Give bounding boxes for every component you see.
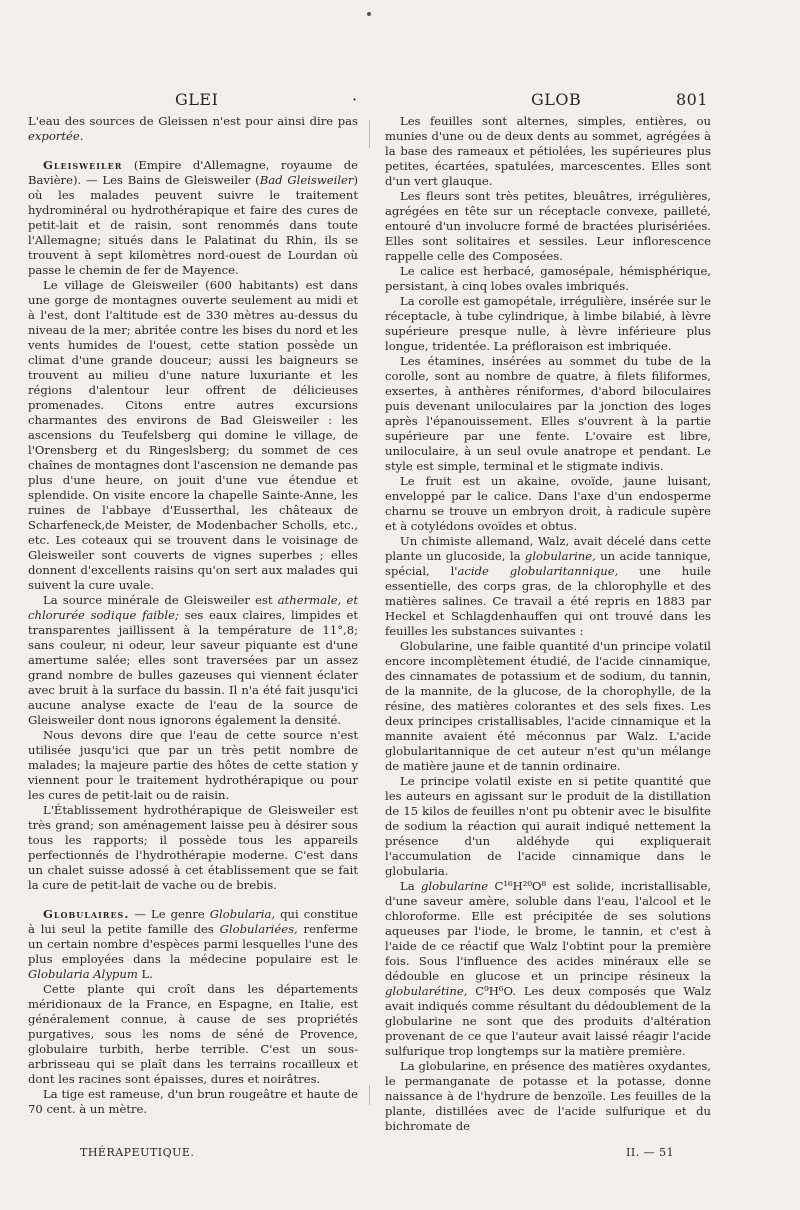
paragraph-text: qui constitue à lui seul la petite famille des — [28, 907, 358, 936]
paragraph-text: un acide tannique, spécial, l' — [385, 549, 711, 578]
paragraph: La tige est rameuse, d'un brun rougeâtre et haute de 70 cent. à un mètre. — [28, 1087, 358, 1116]
paragraph: La corolle est gamopétale, irrégulière, insérée sur le réceptacle, à tube cylindrique, à limbe bilabié, à lèvre supérieure presque nulle, à lèvre inférieure plus longue, tridentée. La préfloraison est imbriquée. — [385, 294, 711, 353]
entry-gleisweiler — [28, 158, 358, 278]
paragraph: Les étamines, insérées au sommet du tube de la corolle, sont au nombre de quatre, à filets filiformes, exsertes, à anthères réniformes, d'abord biloculaires puis devenant uniloculaires par la jonction des loges après l'épanouissement. Elles s'ouvrent à la partie supérieure par une fente. L'ovaire est libre, uniloculaire, à un seul ovule anatrope et pendant. Le style est simple, terminal et le stigmate indivis. — [385, 354, 711, 473]
right-column — [385, 114, 711, 1134]
paragraph-text: une huile essentielle, des corps gras, de la chlorophylle et des matières salines. Ce travail a été repris en 1883 par Heckel et Schlagdenhauffen qui ont trouvé dans les feuilles les substances suivantes : — [385, 564, 711, 638]
entry-globulaires — [28, 907, 358, 982]
paragraph-emphasis: exportée. — [28, 129, 84, 143]
paragraph: Le calice est herbacé, gamosépale, hémisphérique, persistant, à cinq lobes ovales imbriqués. — [385, 264, 711, 293]
paragraph: L'Établissement hydrothérapique de Gleisweiler est très grand; son aménagement laisse peu à désirer sous tous les rapports; il possède tous les appareils perfectionnés de l'hydrothérapie moderne. C'est dans un chalet suisse adossé à cet établissement que se fait la cure de petit-lait de vache ou de brebis. — [28, 803, 358, 892]
paragraph-text: L. — [137, 967, 153, 981]
paragraph-emphasis: acide globularitannique, — [457, 564, 619, 578]
running-head-left: GLEI — [175, 90, 219, 109]
paragraph: Le fruit est un akaine, ovoïde, jaune luisant, enveloppé par le calice. Dans l'axe d'un endosperme charnu se trouve un embryon droit, à radicule supère et à cotylédons ovoïdes et obtus. — [385, 474, 711, 533]
entry-heading: Globulaires. — [43, 907, 130, 921]
footer-signature: II. — 51 — [626, 1146, 675, 1159]
paragraph: Nous devons dire que l'eau de cette source n'est utilisée jusqu'ici que par un très petit nombre de malades; la majeure partie des hôtes de cette station y viennent pour le traitement hydrothérapique ou pour les cures de petit-lait ou de raisin. — [28, 728, 358, 802]
page-mark — [367, 12, 371, 16]
paragraph-text: ses eaux claires, limpides et transparentes jaillissent à la température de 11°,8; sans couleur, ni odeur, leur saveur piquante est d'une amertume salée; elles sont traversées par un assez grand nombre de bulles gazeuses qui viennent éclater avec bruit à la surface du bassin. Il n'a été fait jusqu'ici aucune analyse exacte de l'eau de la source de Gleisweiler dont nous ignorons également la densité. — [28, 608, 358, 727]
paragraph — [385, 879, 711, 1059]
paragraph: Le village de Gleisweiler (600 habitants) est dans une gorge de montagnes ouverte seulement au midi et à l'est, dont l'altitude est de 330 mètres au-dessus du niveau de la mer; abritée contre les bises du nord et les vents humides de l'ouest, cette station possède un climat d'une grande douceur; aussi les baigneurs se trouvent au milieu d'une nature luxuriante et les régions d'alentour leur offrent de délicieuses promenades. Citons entre autres excursions charmantes des environs de Bad Gleisweiler : les ascensions du Teufelsberg qui domine le village, de l'Orensberg et du Ringeslsberg; du sommet de ces chaînes de montagnes dont l'ascension ne demande pas plus d'une heure, on jouit d'une vue étendue et splendide. On visite encore la chapelle Sainte-Anne, les ruines de l'abbaye d'Eusserthal, les châteaux de Scharfeneck,de Meister, de Modenbacher Scholls, etc., etc. Les coteaux qui se trouvent dans le voisinage de Gleisweiler sont couverts de vignes superbes ; elles donnent d'excellents raisins qu'on sert aux malades qui suivent la cure uvale. — [28, 278, 358, 592]
column-rule-bottom — [369, 1085, 370, 1105]
paragraph-emphasis: Globularia Alypum — [28, 967, 138, 981]
column-rule-top — [369, 120, 370, 148]
paragraph-emphasis: globularine, — [524, 549, 596, 563]
running-head-right: GLOB — [531, 90, 582, 109]
paragraph-emphasis: Globularia, — [209, 907, 276, 921]
paragraph-text: Un chimiste allemand, Walz, avait décelé dans cette plante un glucoside, la — [385, 534, 711, 563]
running-head-separator: · — [352, 90, 358, 109]
paragraph-text: C¹⁶H²⁰O⁸ est solide, incristallisable, d'une saveur amère, soluble dans l'eau, l'alcool et le chloroforme. Elle est précipitée de ses solutions aqueuses par l'iode, le brome, le tannin, et c'est à l'aide de ce réactif que Walz l'obtint pour la première fois. Sous l'influence des acides minéraux elle se dédouble en glucose et un principe résineux la — [385, 879, 712, 983]
paragraph-text: — Le genre — [129, 907, 210, 921]
paragraph: Globularine, une faible quantité d'un principe volatil encore incomplètement étudié, de l'acide cinnamique, des cinnamates de potassium et de sodium, du tannin, de la mannite, de la glucose, de la chorophylle, de la résine, des matières colorantes et des sels fixes. Les deux principes cristallisables, l'acide cinnamique et la mannite avaient été méconnus par Walz. L'acide globularitannique de cet auteur n'est qu'un mélange de matière jaune et de tannin ordinaire. — [385, 639, 711, 773]
paragraph-text: renferme un certain nombre d'espèces parmi lesquelles l'une des plus employées dans la médecine populaire est le — [28, 922, 358, 966]
paragraph: Les feuilles sont alternes, simples, entières, ou munies d'une ou de deux dents au sommet, agrégées à la base des rameaux et pétiolées, les supérieures plus petites, écartées, spatulées, marcescentes. Elles sont d'un vert glauque. — [385, 114, 711, 188]
paragraph-emphasis: Globulariées, — [219, 922, 298, 936]
paragraph-emphasis: globularine — [420, 879, 489, 893]
left-column — [28, 114, 358, 1117]
footer-title: THÉRAPEUTIQUE. — [80, 1146, 195, 1159]
page-number: 801 — [676, 90, 709, 109]
paragraph — [28, 593, 358, 728]
entry-heading: Gleisweiler — [43, 158, 123, 172]
paragraph: La globularine, en présence des matières oxydantes, le permanganate de potasse et la potasse, donne naissance à de l'hydrure de benzoïle. Les feuilles de la plante, distillées avec de l'acide sulfurique et du bichromate de — [385, 1059, 711, 1133]
paragraph — [385, 534, 711, 639]
paragraph-text: C⁹H⁶O. Les deux composés que Walz avait indiqués comme résultant du dédoublement de la globularine ne sont que des produits d'altération provenant de ce que l'auteur avait laissé réagir l'acide sulfurique trop longtemps sur la matière première. — [385, 984, 711, 1058]
paragraph: Cette plante qui croît dans les départements méridionaux de la France, en Espagne, en Italie, est généralement connue, à cause de ses propriétés purgatives, sous les noms de séné de Provence, globulaire turbith, herbe terrible. C'est un sous-arbrisseau qui se plaît dans les terrains rocailleux et dont les racines sont épaisses, dures et noirâtres. — [28, 982, 358, 1086]
paragraph-text: (Empire d'Allemagne, royaume de Bavière). — Les Bains de Gleisweiler ( — [28, 158, 358, 187]
paragraph-gleissen-end — [28, 114, 358, 144]
paragraph-text: L'eau des sources de Gleissen n'est pour ainsi dire pas — [28, 114, 358, 128]
paragraph: Le principe volatil existe en si petite quantité que les auteurs en agissant sur le produit de la distillation de 15 kilos de feuilles n'ont pu obtenir avec le bisulfite de sodium la réaction qui aurait indiqué nettement la présence d'un aldéhyde qui expliquerait l'accumulation de l'acide cinnamique dans le globularia. — [385, 774, 711, 878]
paragraph-emphasis: athermale, et chlorurée sodique faible; — [28, 593, 358, 622]
paragraph: Les fleurs sont très petites, bleuâtres, irrégulières, agrégées en tête sur un réceptacle convexe, pailleté, entouré d'un involucre formé de bractées plurisériées. Elles sont solitaires et sessiles. Leur inflorescence rappelle celle des Composées. — [385, 189, 711, 263]
paragraph-text: ) où les malades peuvent suivre le traitement hydrominéral ou hydrothérapique et faire des cures de petit-lait et de raisin, sont renommés dans toute l'Allemagne; situés dans le Palatinat du Rhin, ils se trouvent à sept kilomètres nord-ouest de Lourdan où passe le chemin de fer de Mayence. — [28, 173, 358, 277]
paragraph-emphasis: Bad Gleisweiler — [259, 173, 354, 187]
paragraph-text: La — [400, 879, 421, 893]
paragraph-emphasis: globularétine, — [385, 984, 468, 998]
paragraph-text: La source minérale de Gleisweiler est — [43, 593, 278, 607]
